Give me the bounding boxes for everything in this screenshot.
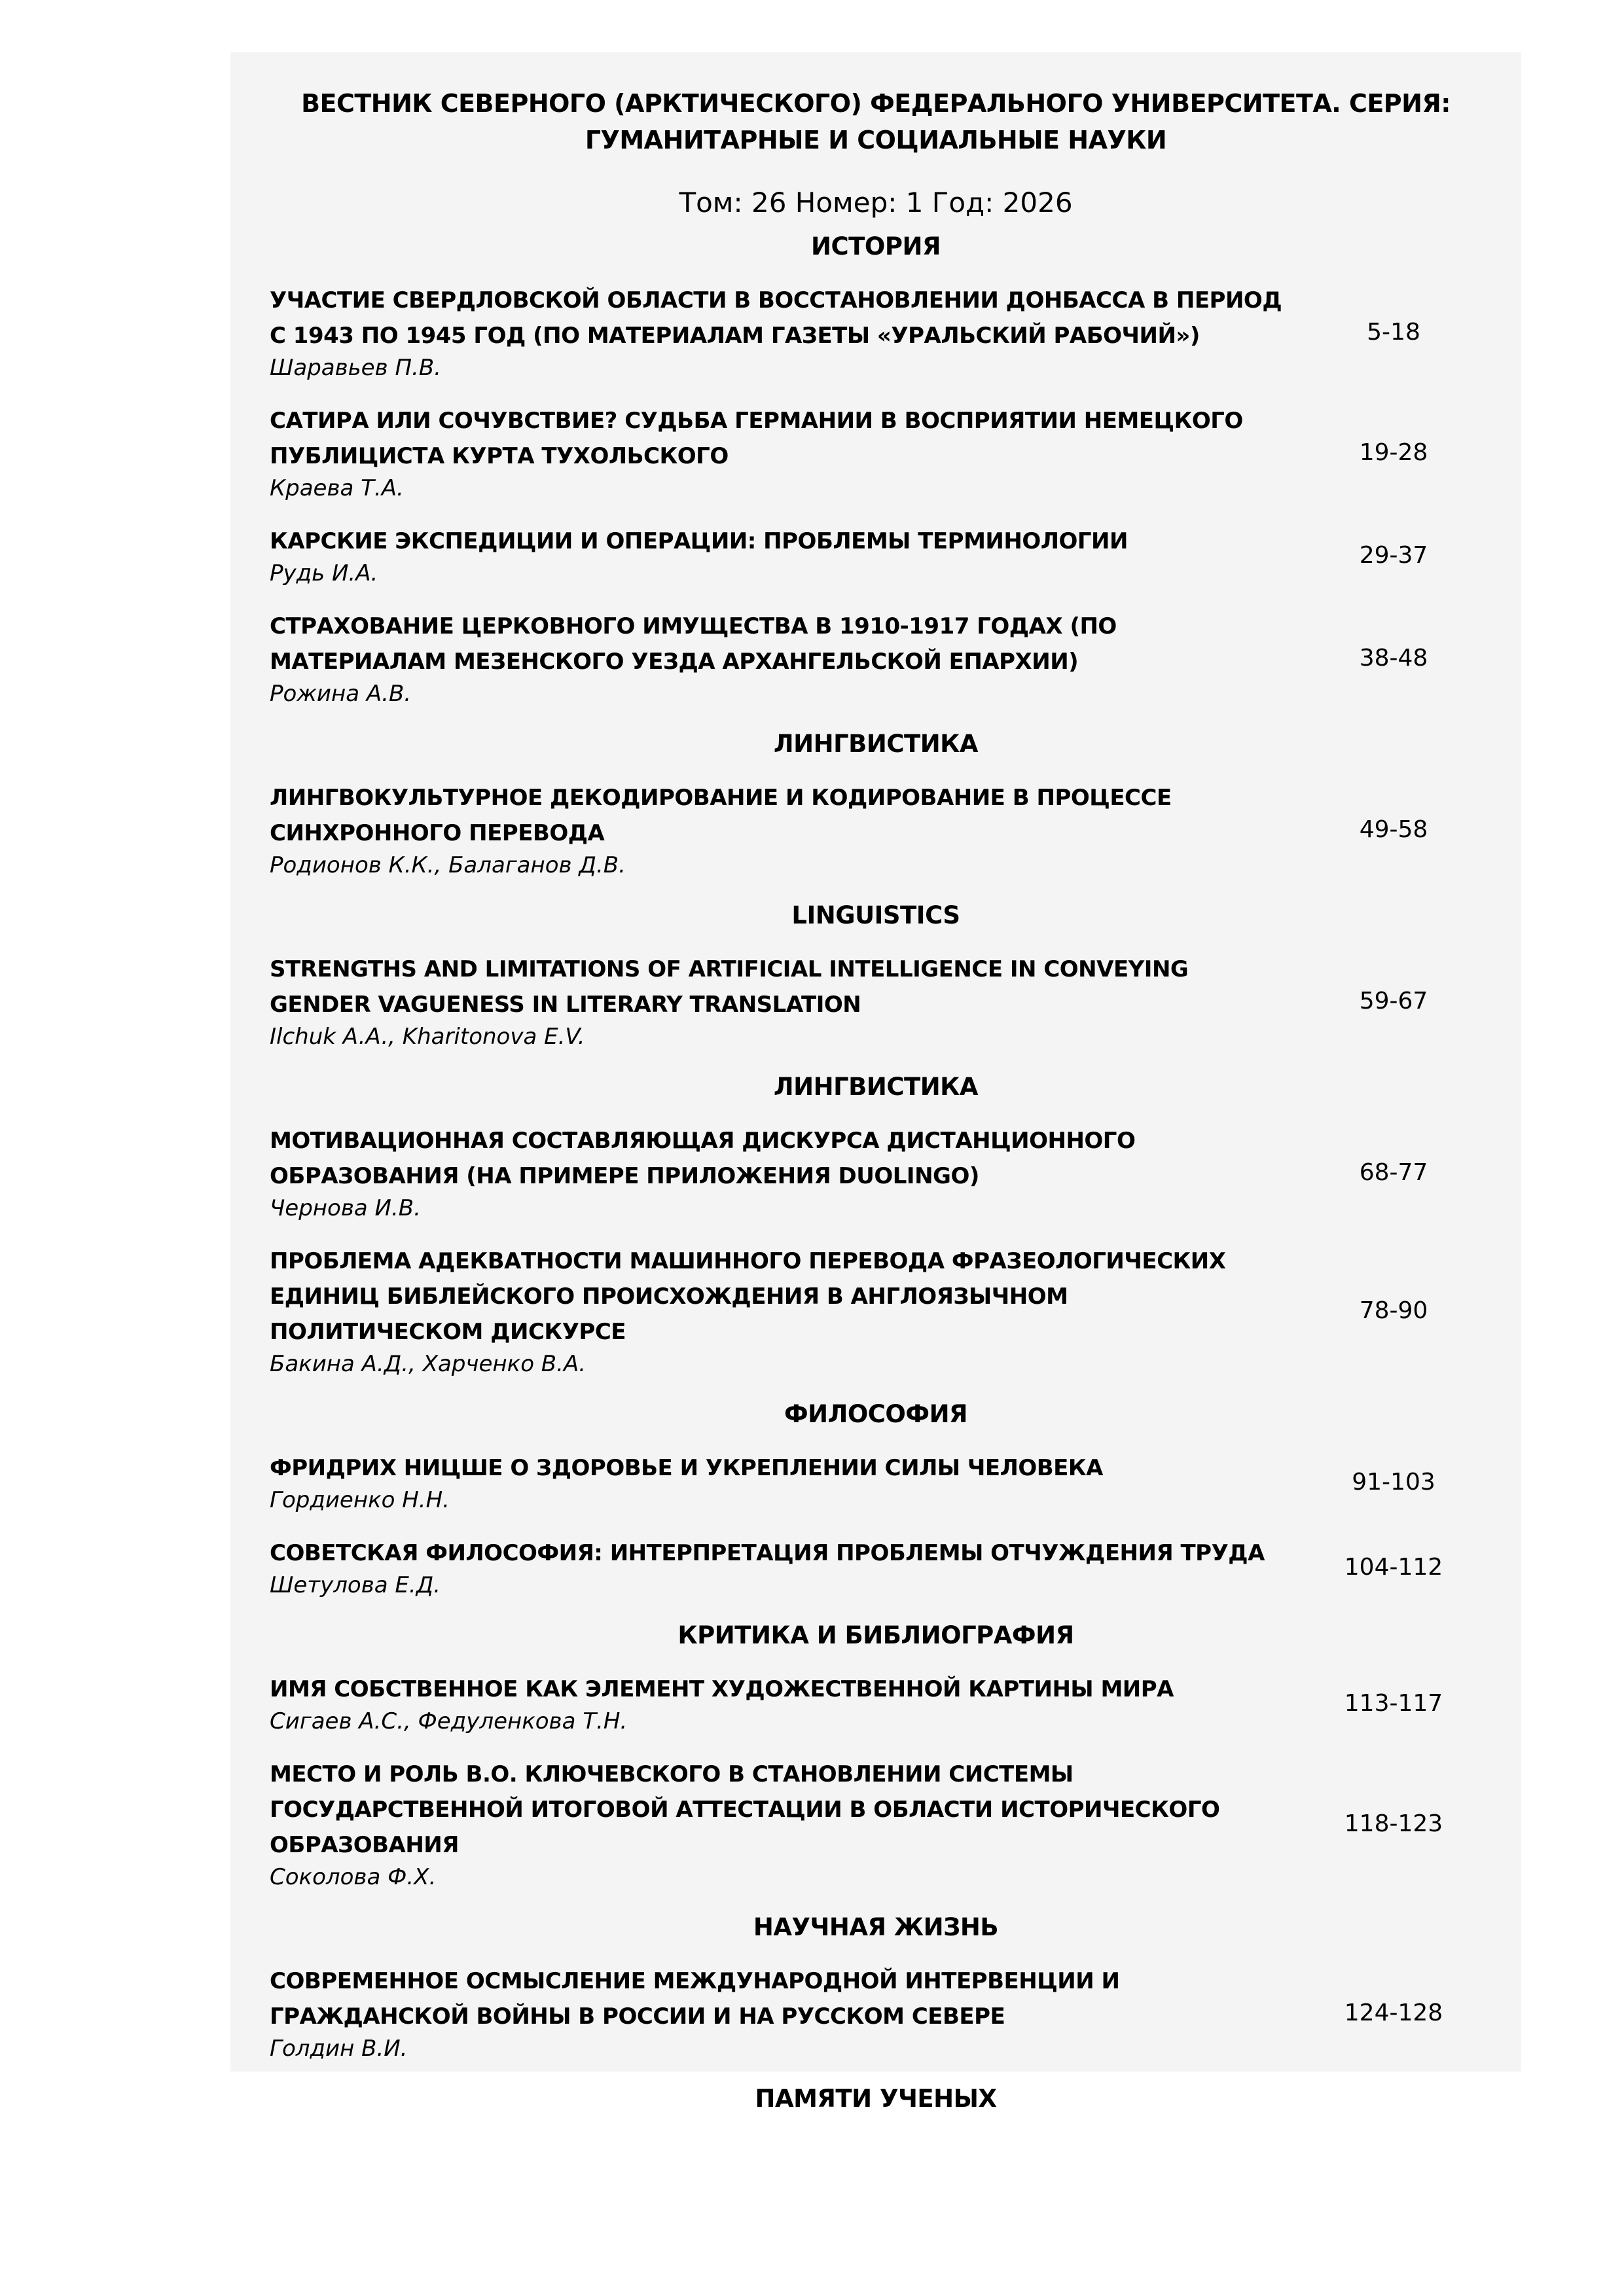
article-info [270,1244,1305,1378]
article-pages: 68-77 [1359,1159,1428,1186]
article-info [270,952,1305,1051]
toc-article-row [270,1757,1482,1892]
article-authors: Соколова Ф.Х. [270,1864,437,1890]
article-authors: Голдин В.И. [270,2036,408,2062]
article-pages: 38-48 [1359,645,1428,672]
article-pages: 29-37 [1359,542,1428,569]
toc-article-row [270,1244,1482,1378]
article-pages: 124-128 [1344,2000,1443,2026]
article-title: ИМЯ СОБСТВЕННОЕ КАК ЭЛЕМЕНТ ХУДОЖЕСТВЕННОЙ КАРТИНЫ МИРА [270,1676,1174,1702]
toc-article-row [270,609,1482,708]
article-title: СОВРЕМЕННОЕ ОСМЫСЛЕНИЕ МЕЖДУНАРОДНОЙ ИНТЕРВЕНЦИИ И ГРАЖДАНСКОЙ ВОЙНЫ В РОССИИ И НА РУССКОМ СЕВЕРЕ [270,1968,1120,2030]
volume-info: Том: 26 Номер: 1 Год: 2026 [679,187,1073,219]
article-pages: 59-67 [1359,988,1428,1014]
article-title: ФРИДРИХ НИЦШЕ О ЗДОРОВЬЕ И УКРЕПЛЕНИИ СИЛЫ ЧЕЛОВЕКА [270,1455,1103,1481]
article-info [270,283,1305,382]
article-authors: Шаравьев П.В. [270,355,441,381]
toc-article-row [270,1123,1482,1223]
section-heading: LINGUISTICS [791,901,960,929]
article-authors: Гордиенко Н.Н. [270,1487,450,1513]
article-pages: 49-58 [1359,816,1428,843]
article-info [270,1450,1305,1515]
section-heading: ИСТОРИЯ [811,232,941,260]
article-authors: Краева Т.А. [270,475,404,501]
article-authors: Рудь И.А. [270,560,378,586]
article-authors: Бакина А.Д., Харченко В.А. [270,1351,586,1377]
article-title: STRENGTHS AND LIMITATIONS OF ARTIFICIAL INTELLIGENCE IN CONVEYING GENDER VAGUENESS IN LITERARY TRANSLATION [270,956,1189,1018]
toc-article-row [270,1964,1482,2063]
article-pages: 19-28 [1359,439,1428,466]
article-title: СТРАХОВАНИЕ ЦЕРКОВНОГО ИМУЩЕСТВА В 1910-1917 ГОДАХ (ПО МАТЕРИАЛАМ МЕЗЕНСКОГО УЕЗДА АРХАНГЕЛЬСКОЙ ЕПАРХИИ) [270,613,1117,675]
article-info [270,1757,1305,1892]
article-authors: Сигаев А.С., Федуленкова Т.Н. [270,1708,628,1734]
article-title: МЕСТО И РОЛЬ В.О. КЛЮЧЕВСКОГО В СТАНОВЛЕНИИ СИСТЕМЫ ГОСУДАРСТВЕННОЙ ИТОГОВОЙ АТТЕСТАЦИИ В ОБЛАСТИ ИСТОРИЧЕСКОГО ОБРАЗОВАНИЯ [270,1761,1220,1858]
article-authors: Ilchuk A.A., Kharitonova E.V. [270,1024,585,1050]
toc-article-row [270,1450,1482,1515]
section-heading: КРИТИКА И БИБЛИОГРАФИЯ [677,1621,1074,1649]
toc-article-row [270,780,1482,880]
article-info [270,1123,1305,1223]
toc-article-row [270,524,1482,588]
journal-title [270,85,1482,158]
article-info [270,1672,1305,1736]
article-authors: Шетулова Е.Д. [270,1572,441,1598]
article-authors: Родионов К.К., Балаганов Д.В. [270,852,626,878]
article-title: МОТИВАЦИОННАЯ СОСТАВЛЯЮЩАЯ ДИСКУРСА ДИСТАНЦИОННОГО ОБРАЗОВАНИЯ (НА ПРИМЕРЕ ПРИЛОЖЕНИЯ DUOLINGO) [270,1128,1136,1189]
article-title: САТИРА ИЛИ СОЧУВСТВИЕ? СУДЬБА ГЕРМАНИИ В ВОСПРИЯТИИ НЕМЕЦКОГО ПУБЛИЦИСТА КУРТА ТУХОЛЬСКОГО [270,408,1243,469]
article-info [270,524,1305,588]
article-title: СОВЕТСКАЯ ФИЛОСОФИЯ: ИНТЕРПРЕТАЦИЯ ПРОБЛЕМЫ ОТЧУЖДЕНИЯ ТРУДА [270,1540,1265,1566]
section-heading: ПАМЯТИ УЧЕНЫХ [755,2085,997,2113]
toc-article-row [270,1672,1482,1736]
journal-title-line2: ГУМАНИТАРНЫЕ И СОЦИАЛЬНЫЕ НАУКИ [585,126,1167,154]
section-heading: ЛИНГВИСТИКА [773,1073,979,1101]
article-pages: 78-90 [1359,1297,1428,1324]
toc-article-row [270,283,1482,382]
article-info [270,1964,1305,2063]
article-info [270,1535,1305,1600]
journal-title-line1: ВЕСТНИК СЕВЕРНОГО (АРКТИЧЕСКОГО) ФЕДЕРАЛЬНОГО УНИВЕРСИТЕТА. СЕРИЯ: [301,89,1451,118]
article-info [270,403,1305,503]
toc-article-row [270,1535,1482,1600]
section-heading: ЛИНГВИСТИКА [773,730,979,758]
article-authors: Чернова И.В. [270,1195,421,1221]
article-info [270,609,1305,708]
article-title: ПРОБЛЕМА АДЕКВАТНОСТИ МАШИННОГО ПЕРЕВОДА ФРАЗЕОЛОГИЧЕСКИХ ЕДИНИЦ БИБЛЕЙСКОГО ПРОИСХОЖДЕНИЯ В АНГЛОЯЗЫЧНОМ ПОЛИТИЧЕСКОМ ДИСКУРСЕ [270,1248,1226,1345]
article-title: ЛИНГВОКУЛЬТУРНОЕ ДЕКОДИРОВАНИЕ И КОДИРОВАНИЕ В ПРОЦЕССЕ СИНХРОННОГО ПЕРЕВОДА [270,785,1172,846]
article-authors: Рожина А.В. [270,681,412,707]
article-pages: 113-117 [1344,1690,1443,1717]
article-pages: 5-18 [1367,319,1420,346]
section-heading: ФИЛОСОФИЯ [784,1400,968,1428]
toc-article-row [270,952,1482,1051]
toc-article-row [270,403,1482,503]
article-title: УЧАСТИЕ СВЕРДЛОВСКОЙ ОБЛАСТИ В ВОССТАНОВЛЕНИИ ДОНБАССА В ПЕРИОД С 1943 ПО 1945 ГОД (ПО МАТЕРИАЛАМ ГАЗЕТЫ «УРАЛЬСКИЙ РАБОЧИЙ») [270,287,1282,349]
article-pages: 91-103 [1352,1469,1435,1496]
toc-panel [230,52,1521,2113]
article-pages: 104-112 [1344,1554,1443,1581]
section-heading: НАУЧНАЯ ЖИЗНЬ [753,1913,999,1941]
article-title: КАРСКИЕ ЭКСПЕДИЦИИ И ОПЕРАЦИИ: ПРОБЛЕМЫ ТЕРМИНОЛОГИИ [270,528,1128,554]
article-pages: 118-123 [1344,1810,1443,1837]
article-info [270,780,1305,880]
